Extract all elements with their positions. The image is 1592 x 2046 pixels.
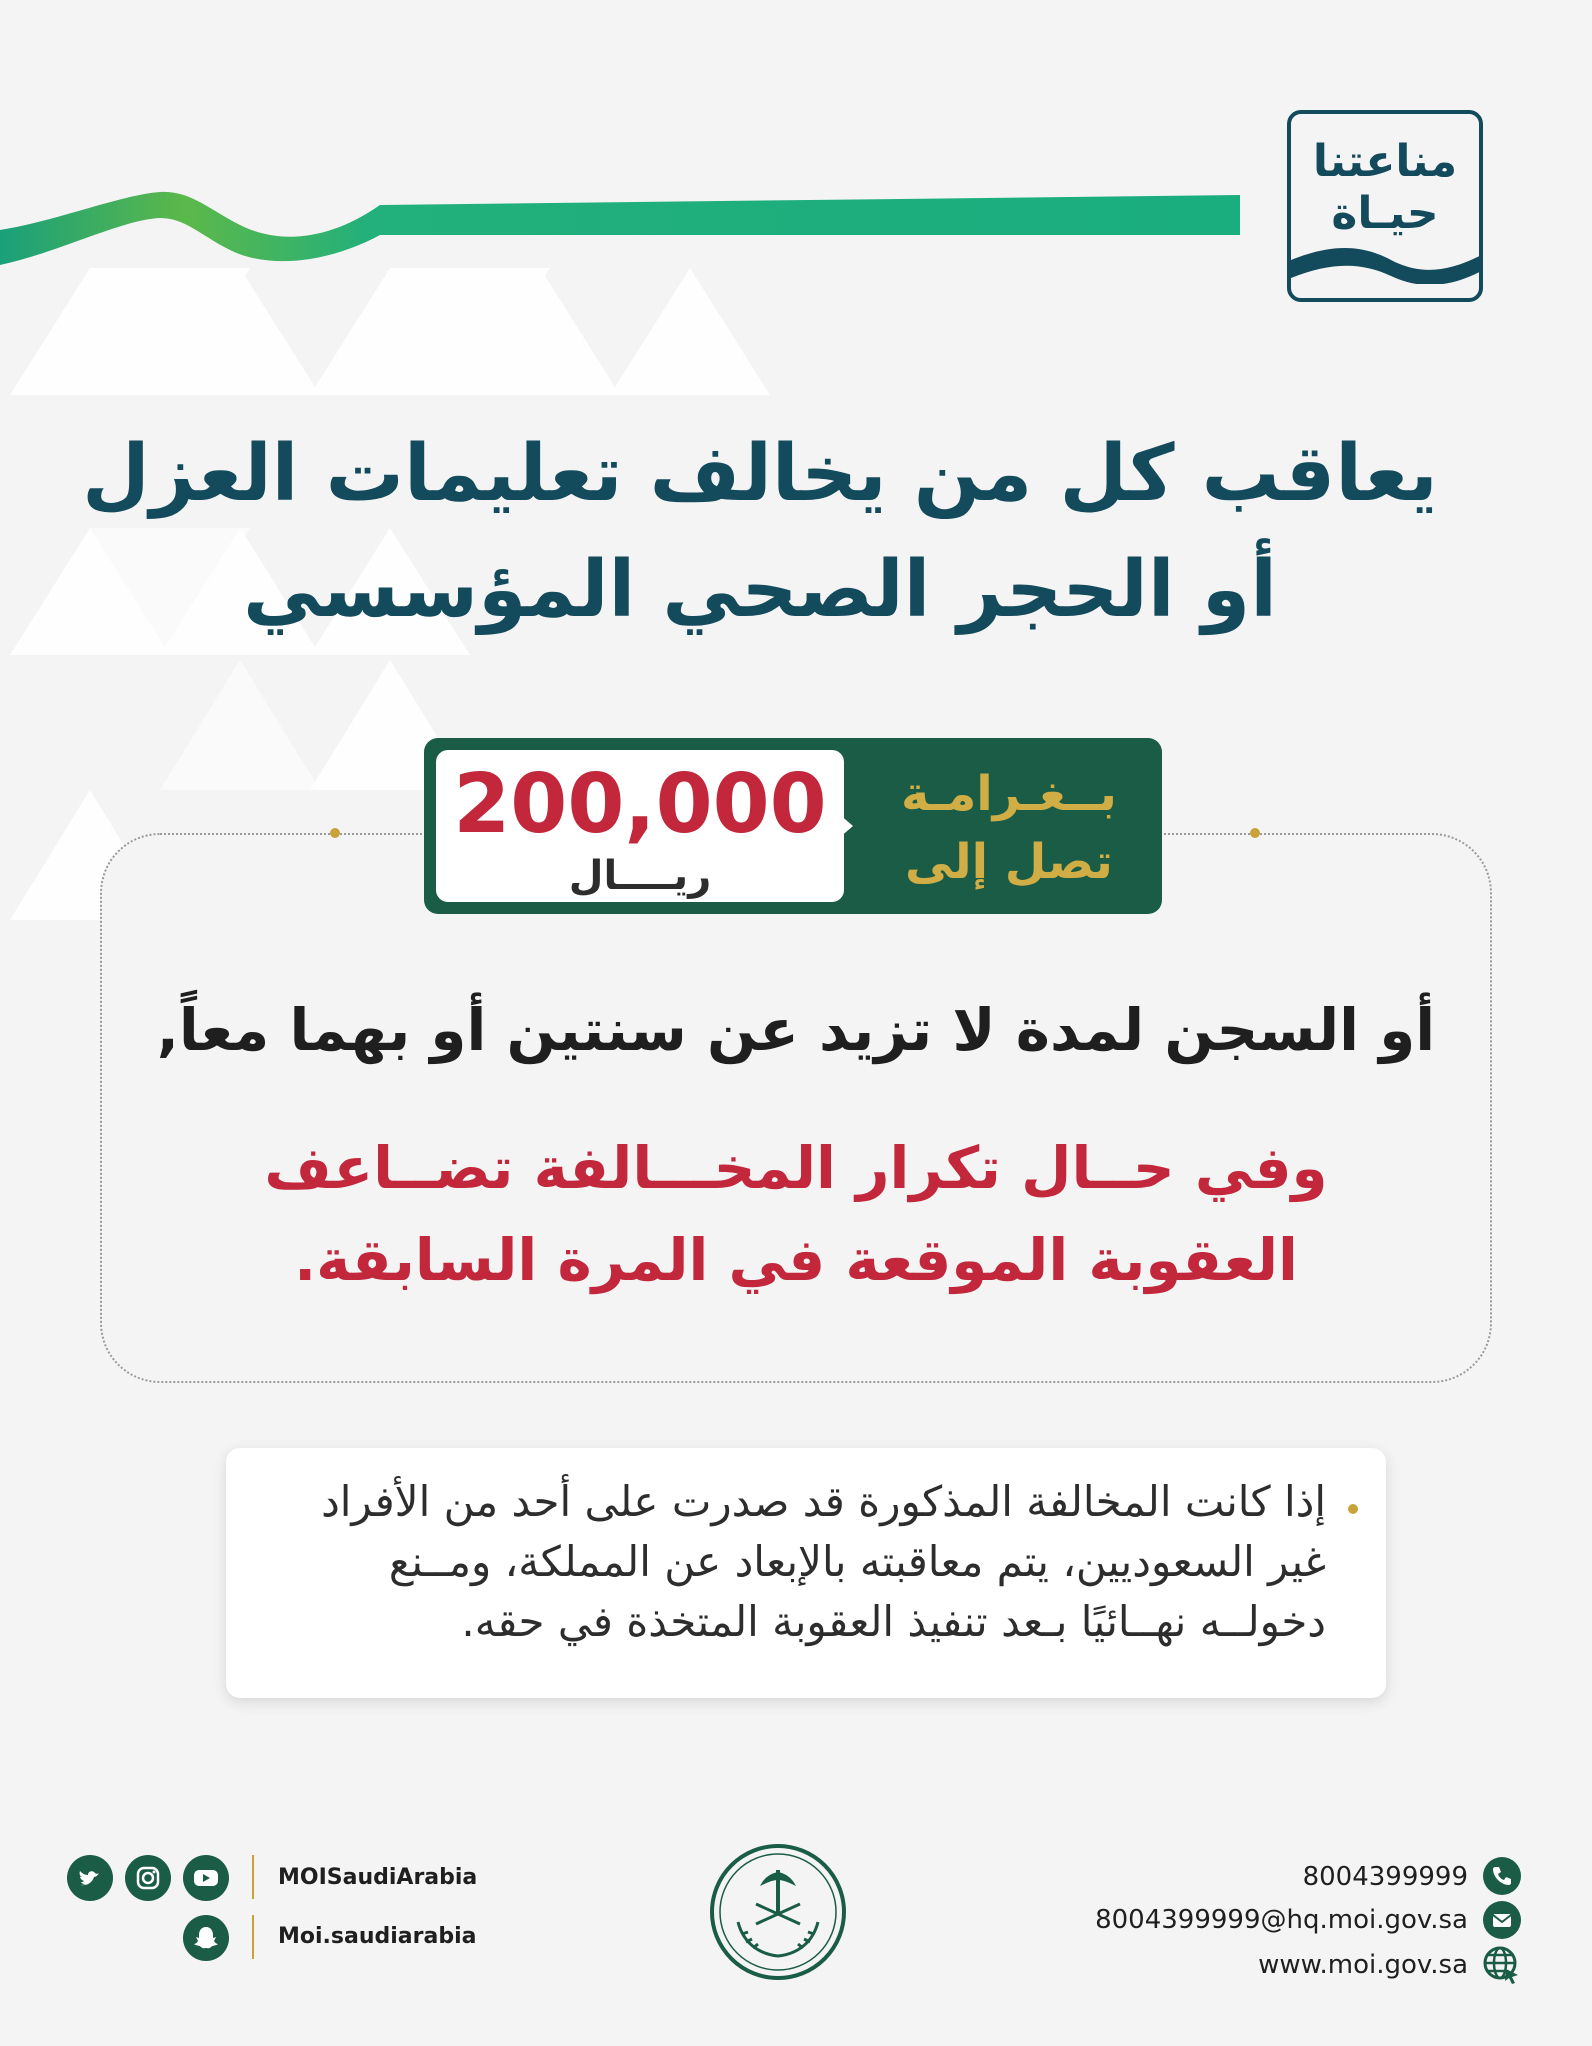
fine-currency: ريــــال bbox=[568, 853, 712, 899]
email-icon bbox=[1482, 1900, 1522, 1940]
repeat-offense-line1: وفي حــال تكرار المخـــالفة تضــاعف bbox=[264, 1134, 1328, 1202]
footer-divider bbox=[252, 1915, 254, 1959]
contact-website[interactable]: www.moi.gov.sa bbox=[1258, 1950, 1468, 1980]
green-ribbon bbox=[0, 192, 1240, 265]
logo-text-line1: مناعتنا bbox=[1312, 136, 1458, 187]
fine-amount-box bbox=[436, 750, 844, 902]
campaign-logo bbox=[1287, 110, 1483, 302]
ministry-emblem-icon bbox=[708, 1842, 848, 1982]
logo-wave-icon bbox=[1291, 238, 1483, 284]
note-bullet bbox=[1348, 1504, 1358, 1514]
logo-text-line2: حيـاة bbox=[1331, 188, 1439, 239]
note-text: إذا كانت المخالفة المذكورة قد صدرت على أحد من الأفراد غير السعوديين، يتم معاقبته بالإبعاد عن المملكة، ومــنع دخولــه نهــائيًا بـعد تنفيذ العقوبة المتخذة في حقه. bbox=[321, 1477, 1326, 1646]
panel-dot-left bbox=[330, 828, 340, 838]
snapchat-handle[interactable]: Moi.saudiarabia bbox=[278, 1924, 477, 1949]
contact-email[interactable]: 8004399999@hq.moi.gov.sa bbox=[1095, 1905, 1468, 1935]
contact-phone[interactable]: 8004399999 bbox=[1302, 1862, 1468, 1892]
fine-label-line2: تصل إلى bbox=[905, 834, 1113, 890]
fine-box-notch bbox=[839, 814, 853, 838]
headline-line1: يعاقب كل من يخالف تعليمات العزل bbox=[82, 429, 1438, 519]
panel-dot-right bbox=[1250, 828, 1260, 838]
twitter-icon[interactable] bbox=[67, 1855, 113, 1901]
fine-label-line1: بــغـرامـة bbox=[901, 766, 1117, 822]
youtube-icon[interactable] bbox=[183, 1855, 229, 1901]
snapchat-icon[interactable] bbox=[183, 1915, 229, 1961]
globe-icon bbox=[1482, 1945, 1522, 1985]
penalty-panel bbox=[100, 833, 1492, 1383]
fine-banner bbox=[424, 738, 1162, 914]
repeat-offense-line2: العقوبة الموقعة في المرة السابقة. bbox=[294, 1226, 1298, 1294]
foreigners-note-card bbox=[226, 1448, 1386, 1698]
instagram-icon[interactable] bbox=[125, 1855, 171, 1901]
phone-icon bbox=[1482, 1856, 1522, 1896]
fine-amount: 200,000 bbox=[453, 757, 827, 852]
prison-penalty-text: أو السجن لمدة لا تزيد عن سنتين أو بهما معاً, bbox=[156, 996, 1436, 1064]
footer-divider bbox=[252, 1855, 254, 1899]
social-handle[interactable]: MOISaudiArabia bbox=[278, 1865, 478, 1890]
headline-line2: أو الحجر الصحي المؤسسي bbox=[243, 545, 1277, 635]
